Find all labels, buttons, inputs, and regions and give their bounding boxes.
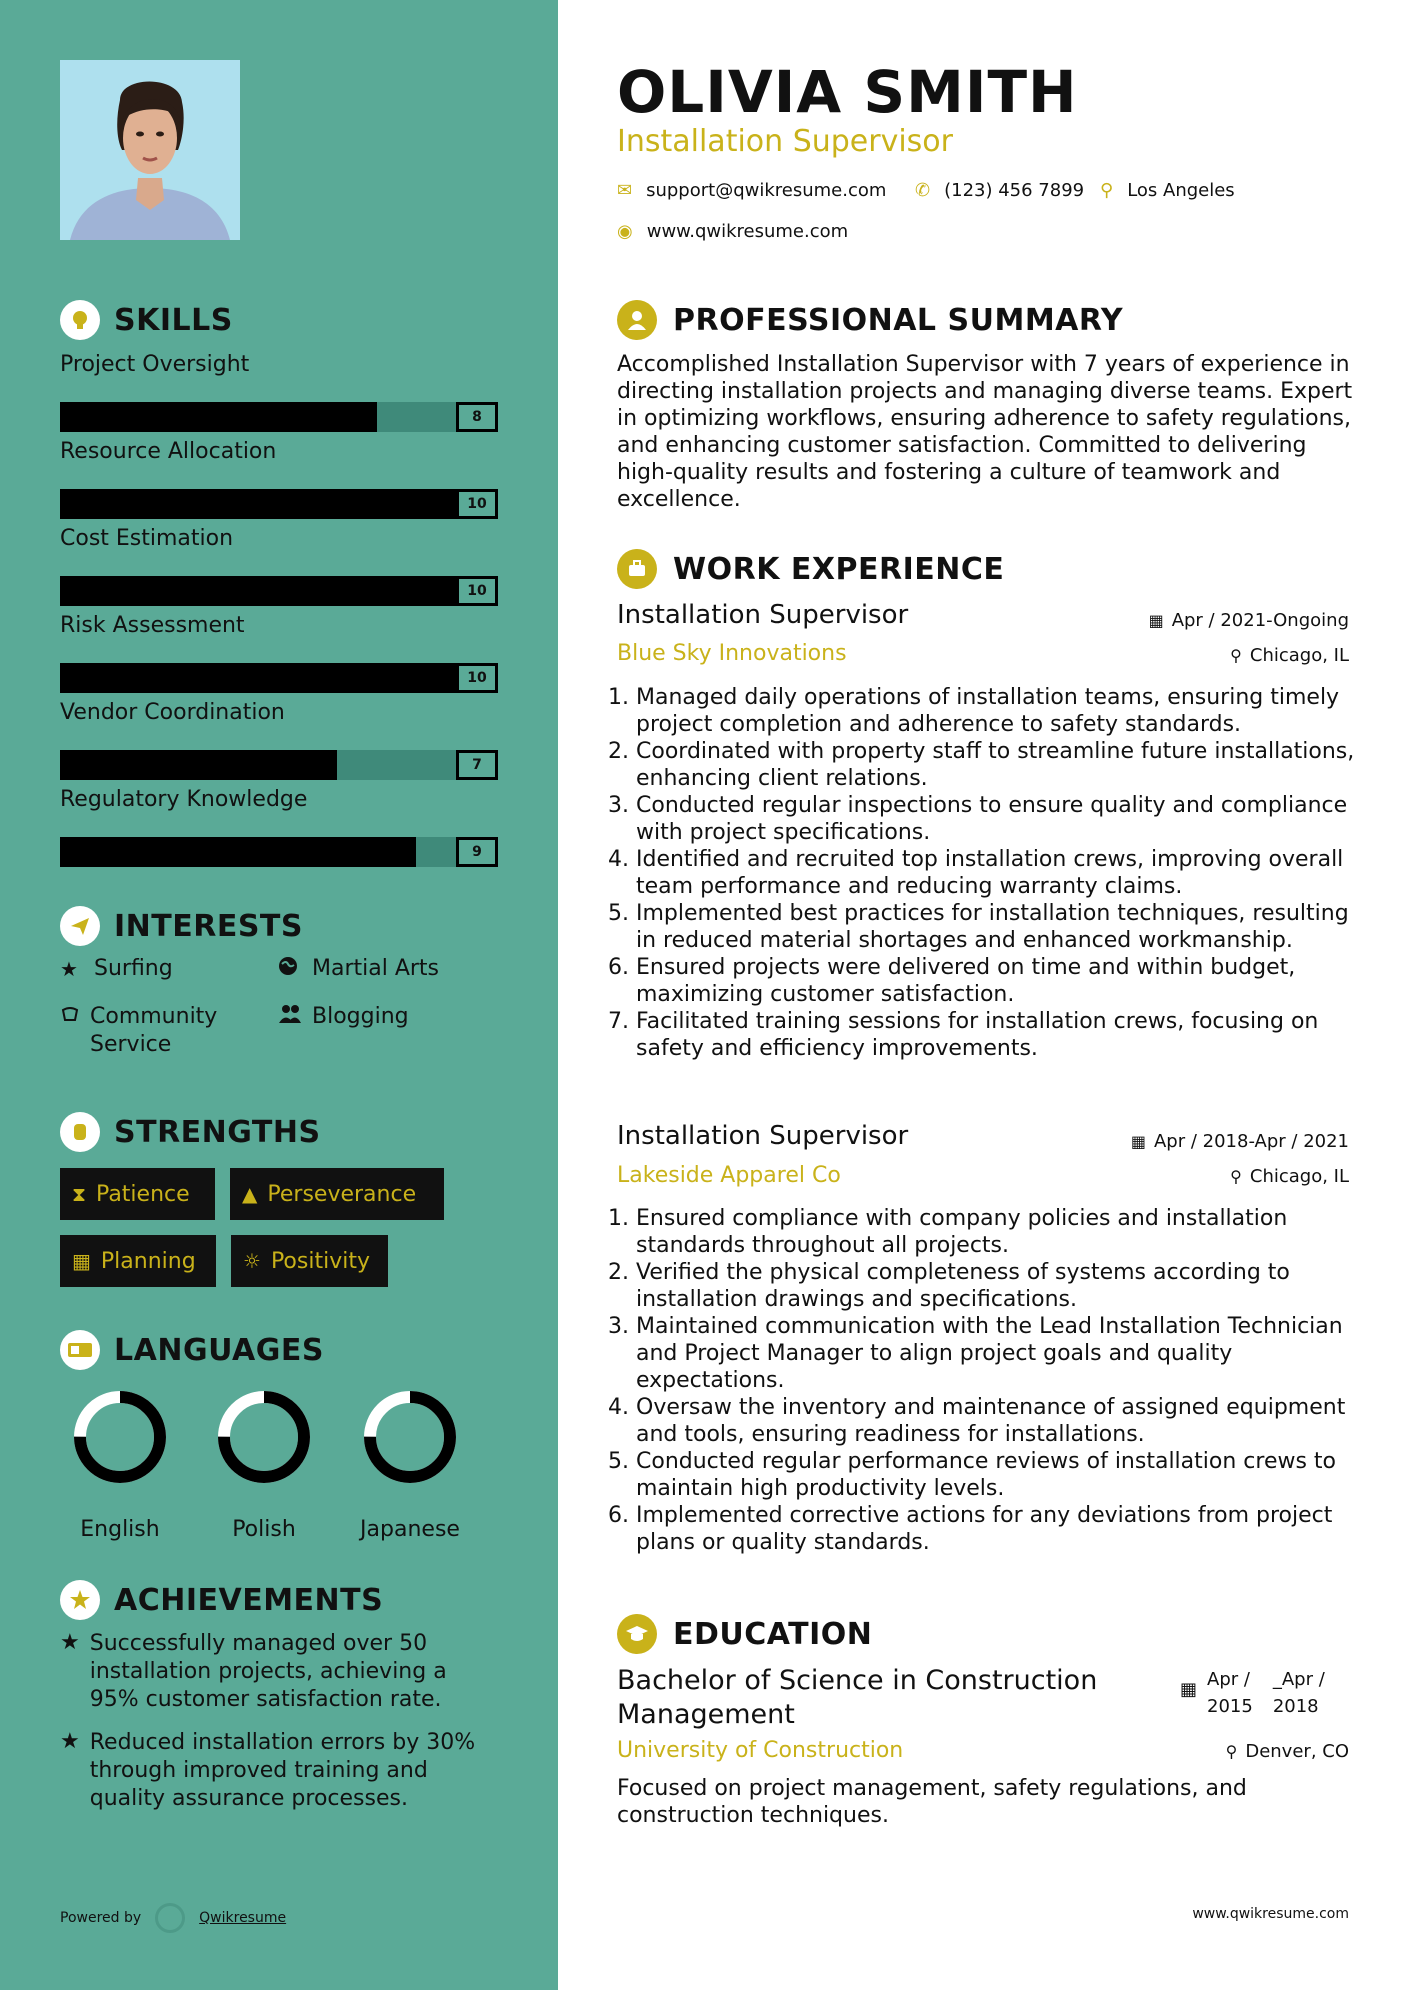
- job-bullet: 5. Conducted regular performance reviews of installation crews to maintain high productivity levels.: [636, 1448, 1360, 1502]
- qwikresume-link[interactable]: Qwikresume: [199, 1910, 287, 1926]
- skill-label: Project Oversight: [60, 352, 250, 377]
- achievement-item: [60, 1630, 500, 1714]
- education-location: [1226, 1741, 1349, 1762]
- skill-bar: [60, 489, 498, 519]
- strengths-title: STRENGTHS: [114, 1114, 321, 1150]
- strengths-heading: [60, 1112, 321, 1152]
- skill-score: 10: [456, 663, 498, 693]
- skill-fill: [60, 402, 377, 432]
- skill-label: Cost Estimation: [60, 526, 234, 551]
- star-icon: ★: [60, 957, 78, 981]
- summary-text: Accomplished Installation Supervisor with 7 years of experience in directing installation projects and managing diverse teams. Expert in optimizing workflows, ensuring adherence to safety regulations, and enhancing customer satisfaction. Committed to delivering high-quality results and fostering a culture of teamwork and excellence.: [617, 352, 1353, 512]
- calendar-icon: ▦: [1148, 611, 1164, 630]
- language-ring: [360, 1387, 460, 1487]
- education-start-month: Apr /: [1207, 1669, 1250, 1690]
- languages-title: LANGUAGES: [114, 1332, 324, 1368]
- briefcase-icon: [617, 549, 657, 589]
- job-bullet: 6. Ensured projects were delivered on time and within budget, maximizing customer satisfaction.: [636, 954, 1360, 1008]
- achievement-item: [60, 1729, 500, 1813]
- hand-icon: [60, 1003, 80, 1031]
- pin-icon: ⚲: [1230, 646, 1242, 665]
- education-heading: [617, 1614, 872, 1654]
- job-bullets: [610, 684, 1360, 1062]
- graduation-cap-icon: [617, 1614, 657, 1654]
- education-location-text: Denver, CO: [1245, 1741, 1349, 1762]
- skill-bar: [60, 402, 498, 432]
- strength-badge: [60, 1168, 215, 1220]
- job-date-text: Apr / 2018-Apr / 2021: [1153, 1131, 1349, 1152]
- user-icon: [617, 300, 657, 340]
- job-bullet: 1. Ensured compliance with company policies and installation standards throughout all projects.: [636, 1205, 1360, 1259]
- skill-item: [60, 352, 498, 432]
- interests-title: INTERESTS: [114, 908, 303, 944]
- calendar-icon: ▦: [1180, 1679, 1198, 1700]
- fist-icon: [60, 1112, 100, 1152]
- language-item: [204, 1387, 324, 1542]
- skill-bar: [60, 837, 498, 867]
- candidate-role: Installation Supervisor: [617, 124, 953, 159]
- qwikresume-logo-icon: [155, 1903, 185, 1933]
- sun-icon: ☼: [243, 1249, 261, 1273]
- skills-title: SKILLS: [114, 302, 233, 338]
- education-end-year: 2018: [1272, 1696, 1319, 1717]
- job-location-text: Chicago, IL: [1249, 1166, 1349, 1187]
- degree-title: Bachelor of Science in Construction Management: [617, 1665, 1098, 1730]
- skill-fill: [60, 576, 456, 606]
- skill-item: [60, 787, 498, 867]
- skill-fill: [60, 489, 456, 519]
- achievement-text: Successfully managed over 50 installation projects, achieving a 95% customer satisfaction rate.: [89, 1631, 447, 1712]
- skill-bar: [60, 663, 498, 693]
- education-end-month: _Apr /: [1272, 1669, 1325, 1690]
- powered-by-label: Powered by: [60, 1910, 142, 1926]
- language-label: Japanese: [360, 1517, 460, 1542]
- education-start: [1207, 1666, 1253, 1720]
- skills-heading: [60, 300, 233, 340]
- job-date: [1131, 1131, 1349, 1152]
- job-bullet: 3. Conducted regular inspections to ensure quality and compliance with project specifications.: [636, 792, 1360, 846]
- strength-badge: [231, 1235, 388, 1287]
- skill-label: Vendor Coordination: [60, 700, 285, 725]
- job-location: [1230, 1166, 1349, 1187]
- website-text: www.qwikresume.com: [646, 221, 849, 242]
- interests-heading: [60, 906, 303, 946]
- experience-title: WORK EXPERIENCE: [673, 551, 1005, 587]
- school-name: University of Construction: [617, 1738, 904, 1763]
- achievements-heading: [60, 1580, 383, 1620]
- job-location: [1230, 645, 1349, 666]
- job-bullets: [610, 1205, 1360, 1556]
- powered-by: [60, 1903, 286, 1933]
- strength-label: Planning: [100, 1248, 196, 1274]
- summary-title: PROFESSIONAL SUMMARY: [673, 302, 1124, 338]
- skill-score: 10: [456, 489, 498, 519]
- interest-item: [60, 955, 173, 983]
- pin-icon: ⚲: [1230, 1167, 1242, 1186]
- location-text: Los Angeles: [1127, 180, 1235, 201]
- language-ring: [70, 1387, 170, 1487]
- strength-label: Perseverance: [267, 1181, 417, 1207]
- trophy-icon: [60, 1580, 100, 1620]
- lightbulb-icon: [60, 300, 100, 340]
- footer-website[interactable]: www.qwikresume.com: [1192, 1906, 1349, 1922]
- job-bullet: 4. Identified and recruited top installation crews, improving overall team performance and reducing warranty claims.: [636, 846, 1360, 900]
- job-company: Blue Sky Innovations: [617, 641, 847, 666]
- job-bullet: 7. Facilitated training sessions for installation crews, focusing on safety and efficiency improvements.: [636, 1008, 1360, 1062]
- strength-label: Patience: [96, 1181, 190, 1207]
- skill-item: [60, 700, 498, 780]
- job-bullet: 6. Implemented corrective actions for any deviations from project plans or quality standards.: [636, 1502, 1360, 1556]
- skill-fill: [60, 837, 416, 867]
- contact-website[interactable]: [617, 221, 848, 242]
- language-icon: [60, 1330, 100, 1370]
- job-bullet: 1. Managed daily operations of installation teams, ensuring timely project completion and adherence to safety standards.: [636, 684, 1360, 738]
- skill-fill: [60, 750, 337, 780]
- education-start-year: 2015: [1207, 1696, 1253, 1717]
- interest-item: [60, 1003, 260, 1059]
- job-bullet: 5. Implemented best practices for installation techniques, resulting in reduced material shortages and enhanced workmanship.: [636, 900, 1360, 954]
- skill-score: 8: [456, 402, 498, 432]
- summary-heading: [617, 300, 1123, 340]
- skill-label: Resource Allocation: [60, 439, 277, 464]
- skill-label: Regulatory Knowledge: [60, 787, 308, 812]
- languages-heading: [60, 1330, 324, 1370]
- job-bullet: 4. Oversaw the inventory and maintenance of assigned equipment and tools, ensuring readiness for installations.: [636, 1394, 1360, 1448]
- skill-item: [60, 526, 498, 606]
- skill-score: 7: [456, 750, 498, 780]
- calendar-icon: ▦: [72, 1249, 91, 1273]
- contact-location: [1100, 180, 1235, 201]
- sidebar: [0, 0, 558, 1990]
- skill-item: [60, 613, 498, 693]
- job-title: Installation Supervisor: [617, 1121, 909, 1151]
- language-label: Polish: [232, 1517, 296, 1542]
- skill-label: Risk Assessment: [60, 613, 245, 638]
- star-icon: ★: [60, 1729, 80, 1754]
- skill-score: 9: [456, 837, 498, 867]
- education-end: [1273, 1666, 1325, 1720]
- skill-item: [60, 439, 498, 519]
- candidate-name: OLIVIA SMITH: [617, 58, 1078, 126]
- job-date: [1149, 610, 1349, 631]
- paper-plane-icon: [60, 906, 100, 946]
- education-dates: [1180, 1666, 1325, 1720]
- experience-heading: [617, 549, 1004, 589]
- envelope-icon: ✉: [617, 180, 633, 201]
- strength-badge: [60, 1235, 216, 1287]
- achievement-text: Reduced installation errors by 30% through improved training and quality assurance processes.: [89, 1730, 476, 1811]
- interest-label: Community Service: [90, 1004, 218, 1057]
- star-icon: ★: [60, 1630, 80, 1655]
- achievements-title: ACHIEVEMENTS: [114, 1582, 384, 1618]
- interest-label: Blogging: [312, 1004, 409, 1029]
- contact-email[interactable]: [617, 180, 886, 201]
- education-title: EDUCATION: [673, 1616, 873, 1652]
- profile-photo: [60, 60, 240, 240]
- language-label: English: [80, 1517, 160, 1542]
- skill-bar: [60, 576, 498, 606]
- phone-text: (123) 456 7899: [944, 180, 1085, 201]
- job-location-text: Chicago, IL: [1249, 645, 1349, 666]
- skill-score: 10: [456, 576, 498, 606]
- education-description: Focused on project management, safety regulations, and construction techniques.: [617, 1776, 1247, 1828]
- pin-icon: ⚲: [1225, 1742, 1238, 1761]
- skill-fill: [60, 663, 456, 693]
- calendar-icon: ▦: [1130, 1132, 1146, 1151]
- interest-label: Martial Arts: [312, 956, 440, 981]
- map-pin-icon: ⚲: [1100, 180, 1114, 201]
- interest-item: [278, 1003, 409, 1031]
- job-bullet: 3. Maintained communication with the Lead Installation Technician and Project Manager to align project goals and quality expectations.: [636, 1313, 1360, 1394]
- globe-icon: [278, 955, 302, 983]
- job-title: Installation Supervisor: [617, 600, 909, 630]
- phone-icon: ✆: [915, 180, 931, 201]
- language-item: [60, 1387, 180, 1542]
- language-item: [350, 1387, 470, 1542]
- mountain-icon: ▲: [242, 1182, 258, 1206]
- skill-bar: [60, 750, 498, 780]
- job-date-text: Apr / 2021-Ongoing: [1171, 610, 1349, 631]
- globe-icon: ◉: [617, 221, 633, 242]
- job-bullet: 2. Verified the physical completeness of systems according to installation drawings and specifications.: [636, 1259, 1360, 1313]
- language-ring: [214, 1387, 314, 1487]
- strength-badge: [230, 1168, 444, 1220]
- job-company: Lakeside Apparel Co: [617, 1163, 841, 1188]
- job-bullet: 2. Coordinated with property staff to streamline future installations, enhancing client relations.: [636, 738, 1360, 792]
- contact-phone[interactable]: [915, 180, 1084, 201]
- users-icon: [278, 1003, 302, 1031]
- interest-item: [278, 955, 439, 983]
- hourglass-icon: ⧗: [72, 1182, 87, 1206]
- interest-label: Surfing: [94, 956, 173, 981]
- email-text: support@qwikresume.com: [646, 180, 887, 201]
- strength-label: Positivity: [270, 1248, 370, 1274]
